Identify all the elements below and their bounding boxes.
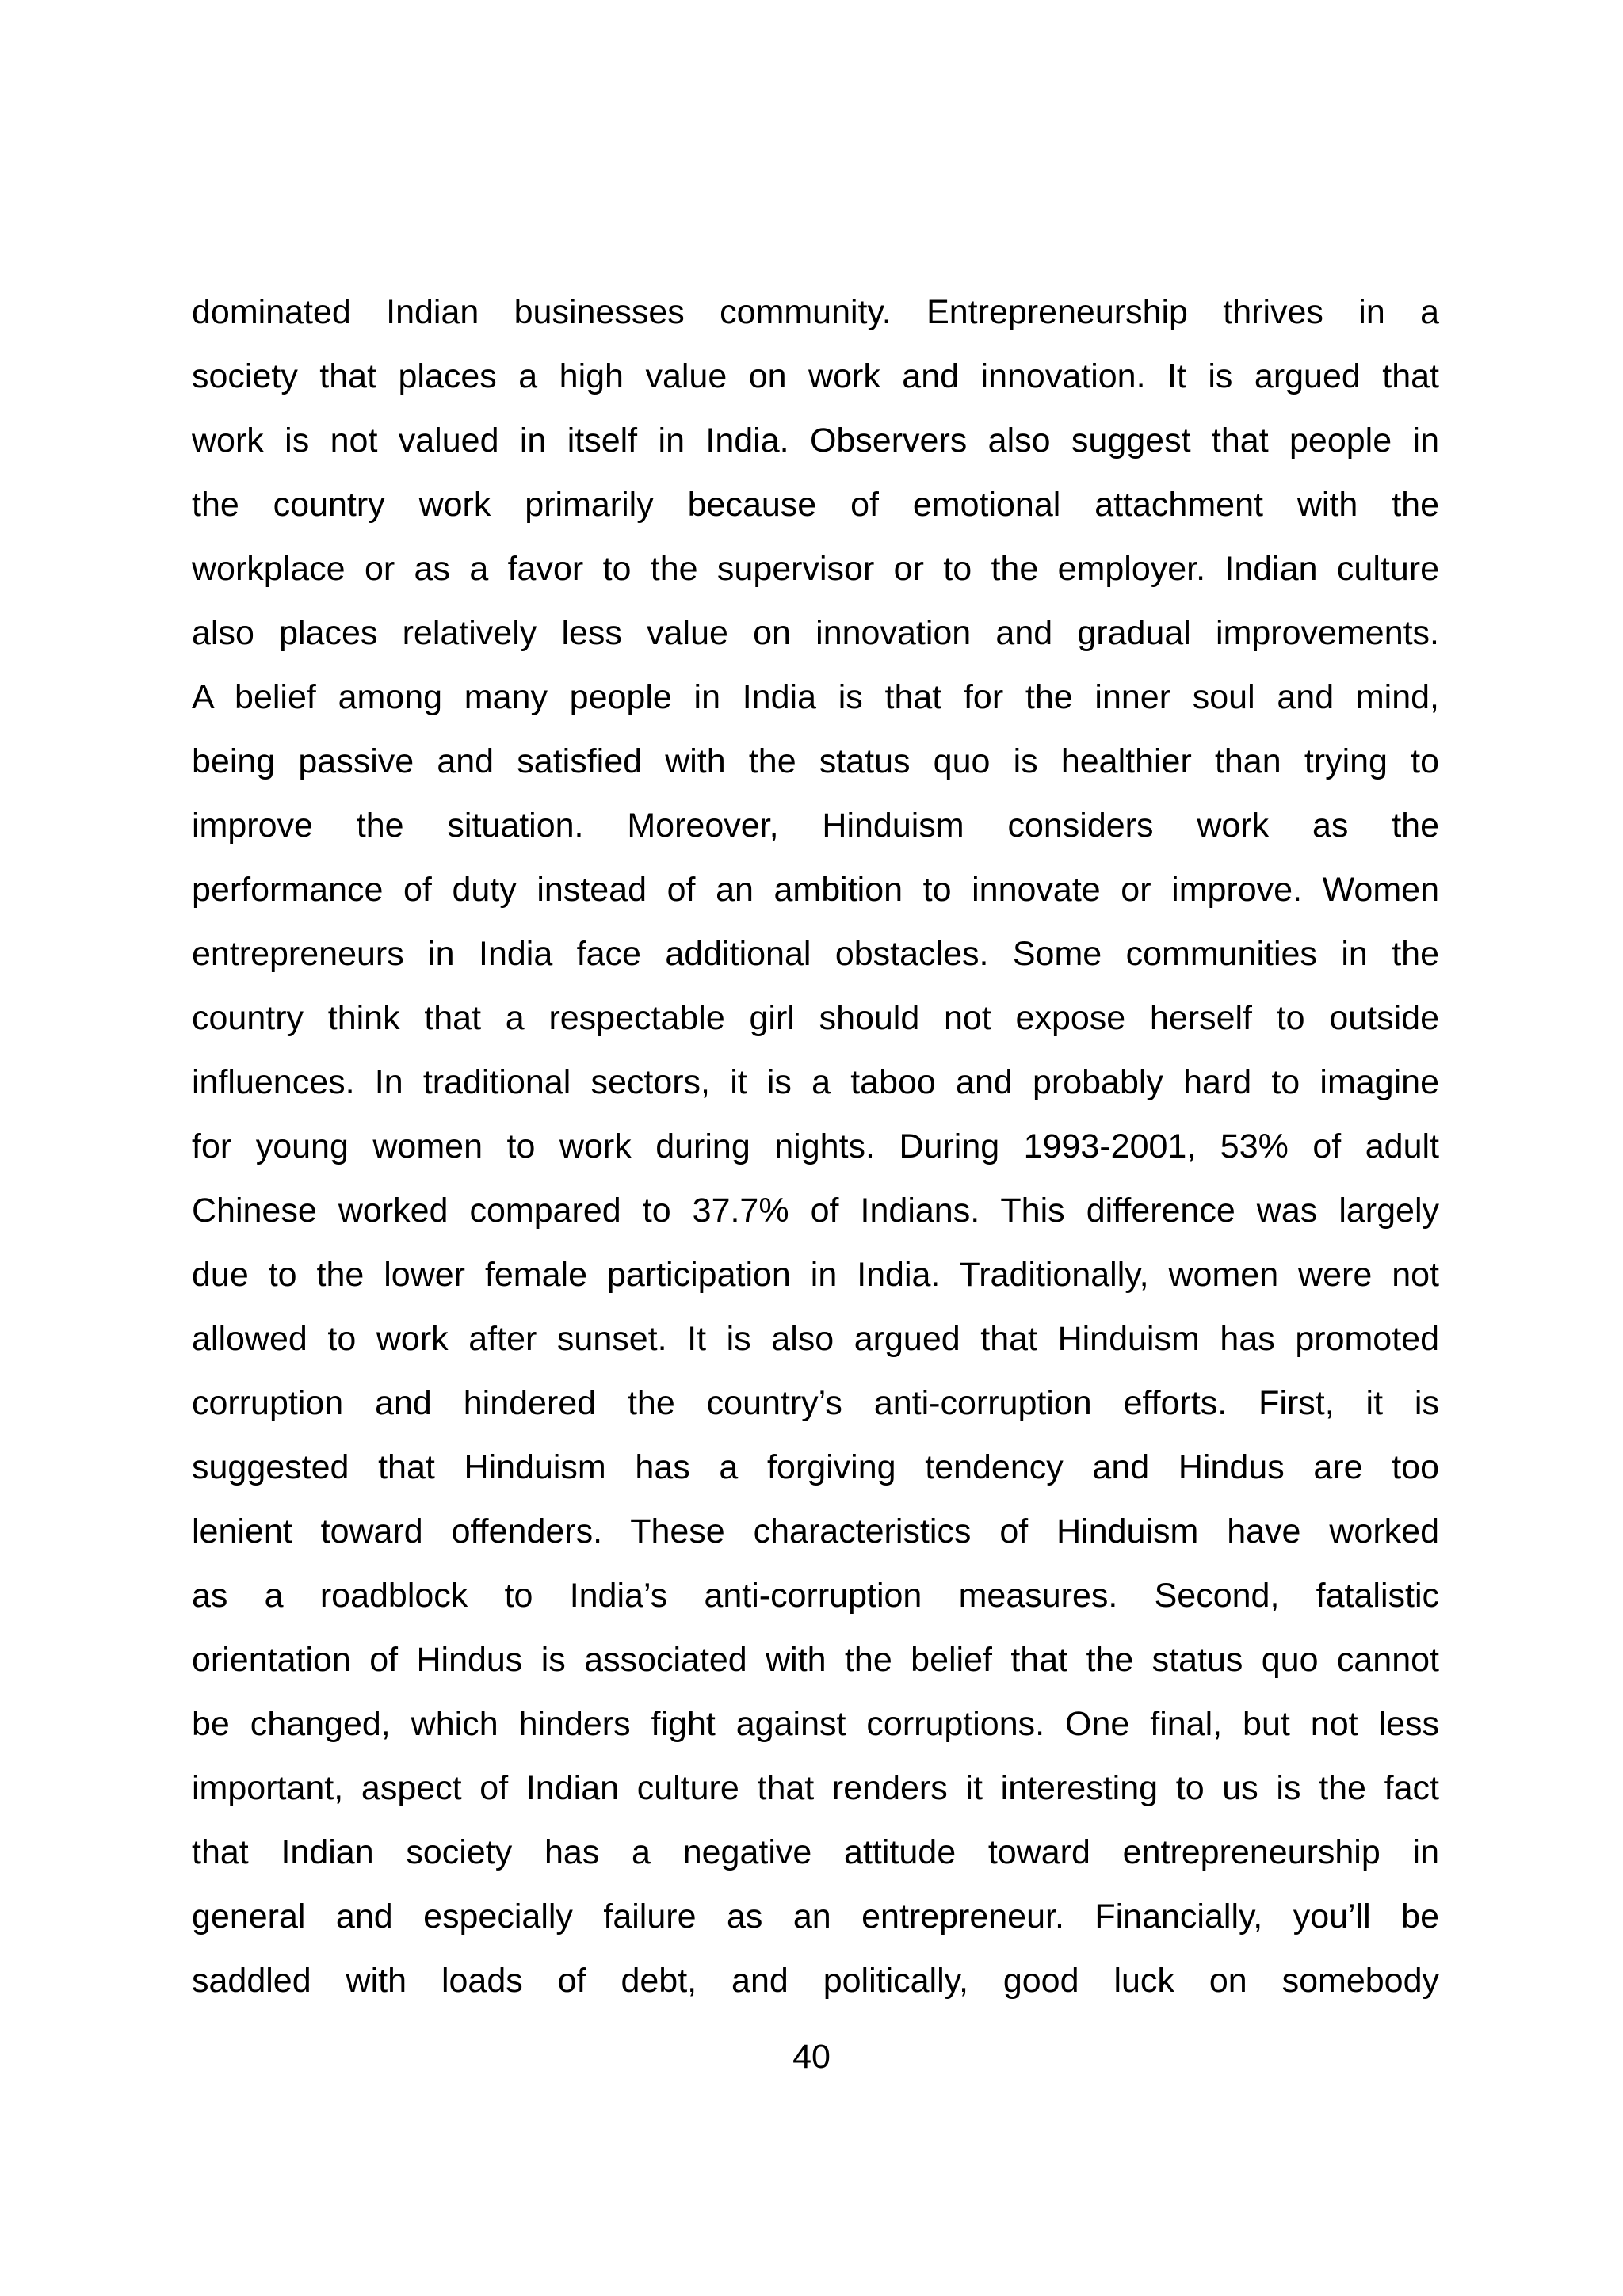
text-line: dominated Indian businesses community. Entrepreneurship thrives in a [192, 293, 1439, 331]
text-line: be changed, which hinders fight against corruptions. One final, but not less [192, 1705, 1439, 1743]
text-line: as a roadblock to India’s anti-corruption measures. Second, fatalistic [192, 1577, 1439, 1615]
text-line: improve the situation. Moreover, Hinduism considers work as the [192, 807, 1439, 845]
text-line: lenient toward offenders. These characteristics of Hinduism have worked [192, 1512, 1439, 1550]
text-line: being passive and satisfied with the status quo is healthier than trying to [192, 742, 1439, 780]
text-line: suggested that Hinduism has a forgiving tendency and Hindus are too [192, 1448, 1439, 1486]
text-line: corruption and hindered the country’s anti-corruption efforts. First, it is [192, 1384, 1439, 1422]
body-paragraph [192, 280, 1439, 2013]
text-line: important, aspect of Indian culture that renders it interesting to us is the fact [192, 1769, 1439, 1807]
text-line: country think that a respectable girl should not expose herself to outside [192, 999, 1439, 1037]
text-line: allowed to work after sunset. It is also argued that Hinduism has promoted [192, 1320, 1439, 1358]
text-line: saddled with loads of debt, and politically, good luck on somebody [192, 1962, 1439, 2000]
text-line: the country work primarily because of emotional attachment with the [192, 486, 1439, 524]
text-line: entrepreneurs in India face additional obstacles. Some communities in the [192, 935, 1439, 973]
text-line: Chinese worked compared to 37.7% of Indians. This difference was largely [192, 1192, 1439, 1230]
text-line: performance of duty instead of an ambition to innovate or improve. Women [192, 871, 1439, 909]
page-number: 40 [792, 2038, 831, 2076]
text-line: society that places a high value on work and innovation. It is argued that [192, 357, 1439, 395]
text-line: A belief among many people in India is that for the inner soul and mind, [192, 678, 1439, 716]
text-line: due to the lower female participation in India. Traditionally, women were not [192, 1256, 1439, 1294]
text-line: orientation of Hindus is associated with the belief that the status quo cannot [192, 1641, 1439, 1679]
text-line: influences. In traditional sectors, it is a taboo and probably hard to imagine [192, 1063, 1439, 1101]
text-line: also places relatively less value on innovation and gradual improvements. [192, 614, 1439, 652]
text-line: workplace or as a favor to the supervisor or to the employer. Indian culture [192, 550, 1439, 588]
text-line: that Indian society has a negative attitude toward entrepreneurship in [192, 1833, 1439, 1871]
text-line: for young women to work during nights. During 1993-2001, 53% of adult [192, 1127, 1439, 1165]
text-line: general and especially failure as an entrepreneur. Financially, you’ll be [192, 1897, 1439, 1936]
text-line: work is not valued in itself in India. Observers also suggest that people in [192, 421, 1439, 460]
